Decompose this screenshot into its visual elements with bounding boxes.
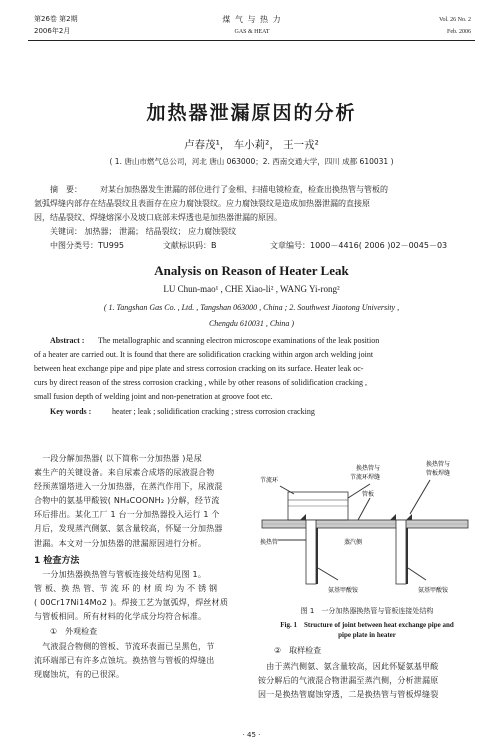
- sub1-line: 流环端部已有许多点蚀坑。换热管与管板的焊缝出: [34, 656, 215, 666]
- sub1-line: 现腐蚀坑，有的已很深。: [34, 670, 125, 680]
- header-rule: [28, 40, 475, 41]
- subheading-appearance: ① 外观检查: [50, 627, 98, 636]
- keywords-en: heater ; leak ; solidification cracking ; stress corrosion cracking: [112, 407, 315, 416]
- intro-paragraph: [34, 452, 249, 551]
- figure-1-diagram: [258, 448, 476, 600]
- label-weld-tube-ring: 换热管与: [356, 465, 381, 472]
- abstract-cn-line: 因，结晶裂纹、焊缝熔深小及坡口底部未焊透也是加热器泄漏的原因。: [34, 213, 282, 222]
- abstract-en-line: of a heater are carried out. It is found that there are solidification cracking within argon arch welding joint: [34, 350, 374, 359]
- title-cn: 加热器泄漏原因的分析: [146, 102, 357, 124]
- abstract-en-line: curs by direct reason of the stress corrosion cracking , while by other reasons of solidification cracking ,: [34, 378, 368, 387]
- label-weld-tube-plate: 管板焊缝: [426, 470, 451, 477]
- intro-line: 一段分解加热器( 以下简称一分加热器 )是尿: [34, 454, 202, 463]
- label-steam-side: 蒸汽侧: [344, 539, 363, 546]
- label-weld-tube-plate: 换热管与: [426, 461, 451, 468]
- figure-caption-cn: 图 1 一分加热器换热管与管板连接处结构: [300, 607, 434, 615]
- figure-caption-en: Fig. 1 Structure of joint between heat exchange pipe and: [280, 621, 454, 629]
- affiliation-en-1: ( 1. Tangshan Gas Co. , Ltd. , Tangshan 063000 , China ; 2. Southwest Jiaotong University ,: [103, 303, 400, 312]
- affiliation-cn: ( 1. 唐山市燃气总公司，河北 唐山 063000；2. 西南交通大学，四川 成都 610031 ): [109, 157, 394, 166]
- abstract-en-label: Abstract :: [50, 336, 85, 345]
- intro-line: 月后，发现蒸汽侧氨、氨含量较高，怀疑一分加热器: [34, 524, 223, 534]
- section1-line: 与管板相同。所有材料的化学成分均符合标准。: [34, 612, 207, 622]
- keywords-cn: 关键词： 加热器； 泄漏； 结晶裂纹； 应力腐蚀裂纹: [50, 227, 237, 236]
- sub2-line: 铵分解后的气液混合物泄漏至蒸汽侧，分析泄漏原: [258, 676, 439, 686]
- heat-exchange-tube-shape: [306, 520, 408, 584]
- label-tube-plate: 管板: [362, 491, 375, 498]
- keywords-en-label: Key words :: [50, 407, 92, 416]
- label-carbamate-right: 氨基甲酸铵: [418, 587, 449, 594]
- sub2-paragraph: [258, 660, 476, 702]
- page-number: · 45 ·: [242, 731, 261, 739]
- header-volume-cn: 第26卷 第2期: [34, 15, 78, 23]
- figure-caption-en: pipe plate in heater: [338, 631, 396, 639]
- intro-line: 环后排出。某化工厂 1 台一分加热器投入运行 1 个: [34, 510, 220, 520]
- authors-en: LU Chun-mao¹ , CHE Xiao-li² , WANG Yi-rong²: [163, 284, 340, 294]
- label-heat-exchange-tube: 换热管: [260, 539, 279, 546]
- sub2-line: 因一是换热管腐蚀穿透，二是换热管与管板焊缝裂: [258, 690, 439, 700]
- abstract-en-line: between heat exchange pipe and pipe plate and stress corrosion cracking on its surface. Heater leak oc-: [34, 364, 364, 373]
- section1-line: ( 00Cr17Ni14Mo2 )。焊接工艺为氩弧焊，焊丝材质: [34, 598, 229, 608]
- sub1-line: 气液混合物侧的管板、节流环表面已呈黑色，节: [34, 642, 215, 651]
- affiliation-en-2: Chengdu 610031 , China ): [208, 319, 295, 328]
- header-date-cn: 2006年2月: [34, 27, 71, 35]
- label-throttle-ring: 节流环: [260, 477, 279, 484]
- section1-line: 管 板、换 热 管、节 流 环 的 材 质 均 为 不 锈 钢: [34, 584, 218, 594]
- section-heading-1: 1 检查方法: [34, 556, 80, 566]
- header-journal-cn: 煤 气 与 热 力: [222, 15, 282, 24]
- abstract-cn-label: 摘 要：: [50, 185, 82, 194]
- section1-line: 一分加热器换热管与管板连接处结构见图 1。: [34, 570, 207, 579]
- header-date-en: Feb. 2006: [447, 29, 471, 35]
- article-number: 文章编号：1000－4416( 2006 )02－0045－03: [270, 241, 448, 250]
- authors-cn: 卢春茂¹， 车小莉²， 王一戎²: [184, 139, 319, 151]
- clc-number: 中图分类号：TU995: [50, 241, 125, 250]
- sub2-line: 由于蒸汽侧氨、氨含量较高，因此怀疑氨基甲酸: [258, 662, 439, 671]
- weld-seam-shape: [300, 514, 412, 520]
- header-volume-en: Vol. 26 No. 2: [438, 17, 471, 23]
- abstract-cn-line: 对某台加热器发生泄漏的部位进行了金相、扫描电镜检查，检查出换热管与管板的: [100, 185, 388, 194]
- intro-line: 经预蒸馏塔进入一分加热器，在蒸汽作用下，尿液混: [34, 482, 223, 492]
- intro-line: 泄漏。本文对一分加热器的泄漏原因进行分析。: [34, 538, 207, 548]
- throttle-ring-shape: [288, 492, 348, 520]
- abstract-cn-line: 氩弧焊缝内部存在结晶裂纹且表面存在应力腐蚀裂纹。应力腐蚀裂纹是造成加热器泄漏的直接原: [34, 199, 370, 208]
- tube-plate-shape: [262, 520, 468, 528]
- title-en: Analysis on Reason of Heater Leak: [154, 263, 349, 278]
- intro-line: 合物中的氨基甲酸铵( NH₄COONH₂ )分解，经节流: [34, 496, 220, 506]
- label-weld-tube-ring: 节流环焊缝: [350, 474, 381, 481]
- abstract-en-line: The metallographic and scanning electron microscope examinations of the leak position: [98, 336, 380, 345]
- label-carbamate-left: 氨基甲酸铵: [328, 587, 359, 594]
- section1-paragraph: [34, 568, 249, 624]
- abstract-en-line: small fusion depth of welding joint and non-penetration at groove foot etc.: [34, 392, 273, 401]
- header-journal-en: GAS & HEAT: [234, 29, 270, 35]
- document-code: 文献标识码：B: [163, 241, 217, 250]
- subheading-sampling: ② 取样检查: [274, 646, 322, 655]
- intro-line: 素生产的关键设备。来自尿素合成塔的尿液混合物: [34, 468, 215, 478]
- sub1-paragraph: [34, 640, 249, 682]
